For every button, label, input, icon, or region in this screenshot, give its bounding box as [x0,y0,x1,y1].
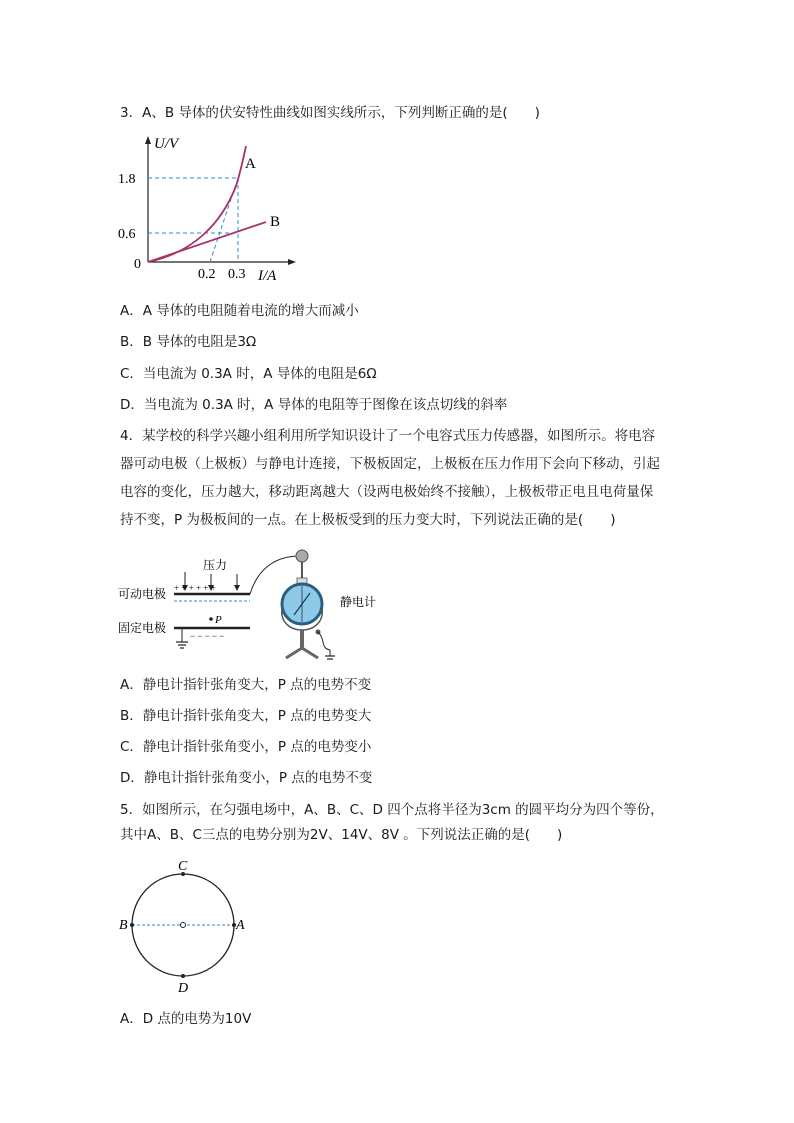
q3-option-b: B．B 导体的电阻是3Ω [120,334,257,350]
q5-stem-line-2: 其中A、B、C三点的电势分别为2V、14V、8V 。下列说法正确的是( ) [120,827,563,843]
curve-a-label: A [245,156,256,172]
q3-stem: 3．A、B 导体的伏安特性曲线如图实线所示，下列判断正确的是( ) [120,105,540,121]
q3-option-d: D．当电流为 0.3A 时，A 导体的电阻等于图像在该点切线的斜率 [120,397,508,413]
q4-stem-line-4: 持不变，P 为极板间的一点。在上极板受到的压力变大时，下列说法正确的是( ) [120,512,616,528]
q4-option-d: D．静电计指针张角变小，P 点的电势不变 [120,770,373,786]
q4-capacitor-figure [116,546,386,666]
q5-stem-line-1: 5．如图所示，在匀强电场中，A、B、C、D 四个点将半径为3cm 的圆平均分为四个等份， [120,802,664,818]
label-b: B [119,918,128,933]
origin-label: 0 [134,257,141,272]
point-b [130,923,134,927]
electrometer-label: 静电计 [340,595,377,609]
q3-option-a: A．A 导体的电阻随着电流的增大而减小 [120,303,359,319]
electrometer-knob [296,550,308,562]
x-axis-label: I/A [258,268,277,282]
x-tick-0-2: 0.2 [198,267,216,282]
label-c: C [178,859,188,874]
q3-iv-graph [118,132,318,282]
y-tick-1-8: 1.8 [118,172,136,187]
minus-charges: − − − − − [190,631,225,641]
x-tick-0-3: 0.3 [228,267,246,282]
label-d: D [178,981,189,996]
point-p [209,617,213,621]
center-point [181,923,186,928]
point-d [181,974,185,978]
q4-option-a: A．静电计指针张角变大，P 点的电势不变 [120,677,372,693]
plus-charges: + + + + + + [174,583,216,593]
line-b-label: B [270,214,281,230]
q4-option-b: B．静电计指针张角变大，P 点的电势变大 [120,708,372,724]
line-b [148,222,266,262]
q4-option-c: C．静电计指针张角变小，P 点的电势变小 [120,739,372,755]
fixed-electrode-label: 固定电极 [118,621,167,635]
q4-stem-line-3: 电容的变化，压力越大，移动距离越大（设两电极始终不接触），上极板带正电且电荷量保 [120,484,654,500]
x-axis-arrow [288,259,296,265]
y-axis-label: U/V [154,136,179,152]
force-label: 压力 [203,558,228,572]
y-tick-0-6: 0.6 [118,227,136,242]
label-a: A [236,918,245,933]
q5-circle-figure [114,856,254,996]
q4-stem-line-2: 器可动电极（上极板）与静电计连接，下极板固定，上极板在压力作用下会向下移动，引起 [120,456,660,472]
q5-option-a: A．D 点的电势为10V [120,1011,252,1027]
point-p-label: P [215,614,222,626]
movable-electrode-label: 可动电极 [118,587,167,601]
q4-stem-line-1: 4．某学校的科学兴趣小组利用所学知识设计了一个电容式压力传感器，如图所示。将电容 [120,428,656,444]
q3-option-c: C．当电流为 0.3A 时，A 导体的电阻是6Ω [120,366,377,382]
y-axis-arrow [145,136,151,144]
